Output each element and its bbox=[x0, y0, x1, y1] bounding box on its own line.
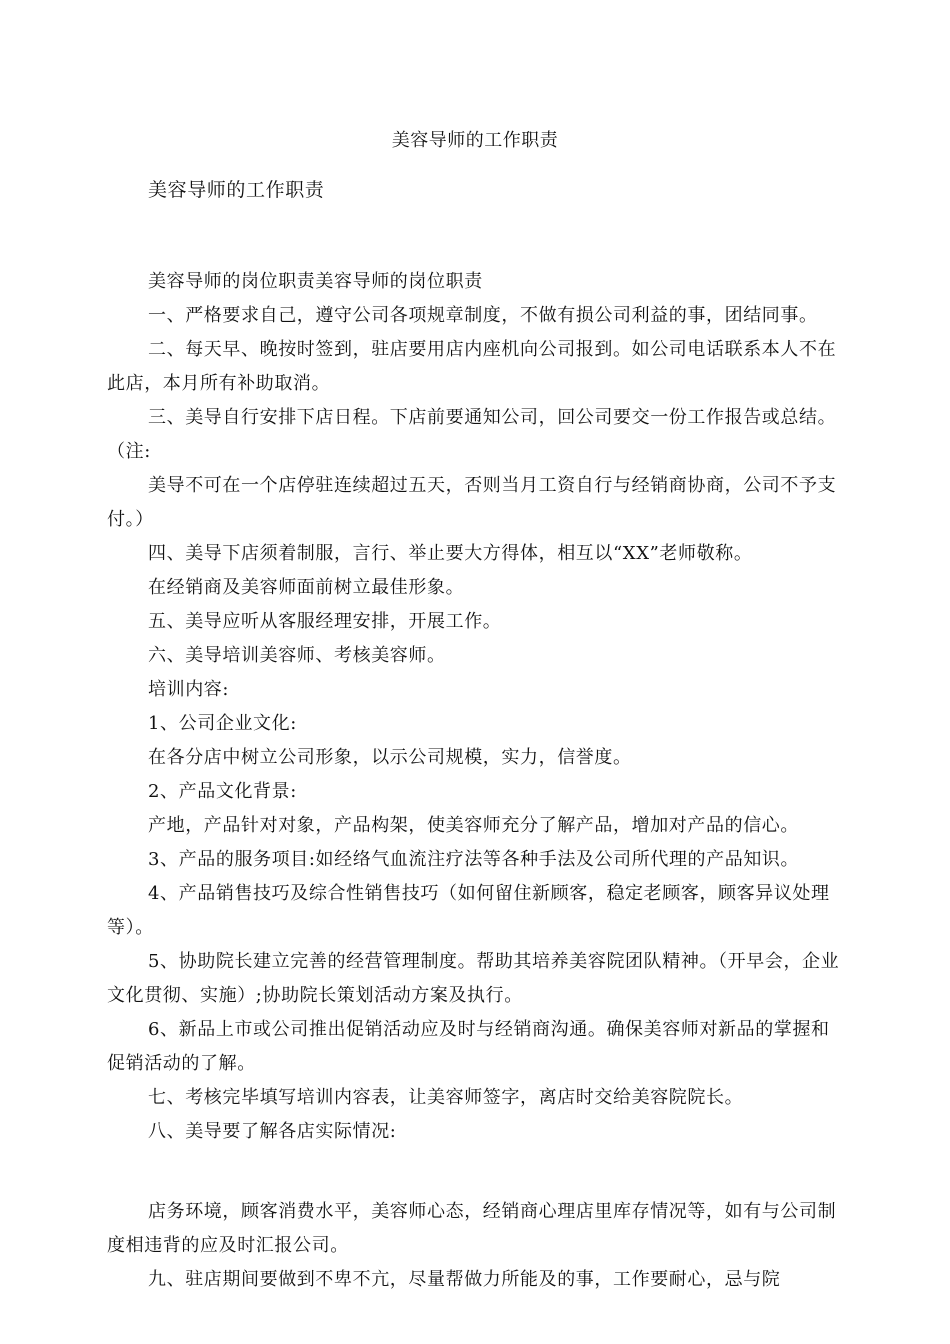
paragraph: 六、美导培训美容师、考核美容师。 bbox=[148, 645, 446, 666]
paragraph-gap bbox=[107, 1149, 847, 1195]
paragraph: 5、协助院长建立完善的经营管理制度。帮助其培养美容院团队精神。（开早会，企业文化贯彻、实施）;协助院长策划活动方案及执行。 bbox=[107, 951, 840, 1006]
paragraph: 店务环境，顾客消费水平，美容师心态，经销商心理店里库存情况等，如有与公司制度相违背的应及时汇报公司。 bbox=[107, 1201, 837, 1256]
paragraph: 七、考核完毕填写培训内容表，让美容师签字，离店时交给美容院院长。 bbox=[148, 1087, 744, 1108]
paragraph: 九、驻店期间要做到不卑不亢，尽量帮做力所能及的事，工作要耐心，忌与院 bbox=[148, 1269, 781, 1290]
paragraph: 八、美导要了解各店实际情况: bbox=[148, 1121, 397, 1142]
paragraph: 美导不可在一个店停驻连续超过五天，否则当月工资自行与经销商协商，公司不予支付。） bbox=[107, 475, 837, 530]
paragraph: 产地，产品针对对象，产品构架，使美容师充分了解产品，增加对产品的信心。 bbox=[148, 815, 799, 836]
paragraph: 在经销商及美容师面前树立最佳形象。 bbox=[148, 577, 465, 598]
paragraph: 2、产品文化背景: bbox=[148, 781, 297, 802]
paragraph: 三、美导自行安排下店日程。下店前要通知公司，回公司要交一份工作报告或总结。（注: bbox=[107, 407, 837, 462]
paragraph: 在各分店中树立公司形象，以示公司规模，实力，信誉度。 bbox=[148, 747, 632, 768]
paragraph: 二、每天早、晚按时签到，驻店要用店内座机向公司报到。如公司电话联系本人不在此店，本月所有补助取消。 bbox=[107, 339, 837, 394]
paragraph: 6、新品上市或公司推出促销活动应及时与经销商沟通。确保美容师对新品的掌握和促销活动的了解。 bbox=[107, 1019, 830, 1074]
paragraph: 3、产品的服务项目:如经络气血流注疗法等各种手法及公司所代理的产品知识。 bbox=[148, 849, 800, 870]
document-body bbox=[107, 265, 847, 1297]
paragraph: 一、严格要求自己，遵守公司各项规章制度，不做有损公司利益的事，团结同事。 bbox=[148, 305, 818, 326]
paragraph: 美容导师的岗位职责美容导师的岗位职责 bbox=[148, 271, 483, 292]
paragraph: 四、美导下店须着制服，言行、举止要大方得体，相互以“XX”老师敬称。 bbox=[148, 543, 753, 564]
document-title: 美容导师的工作职责 bbox=[391, 130, 559, 151]
paragraph: 4、产品销售技巧及综合性销售技巧（如何留住新顾客，稳定老顾客，顾客异议处理等）。 bbox=[107, 883, 830, 938]
paragraph: 培训内容: bbox=[148, 679, 230, 700]
document-subtitle: 美容导师的工作职责 bbox=[148, 179, 325, 201]
paragraph: 五、美导应听从客服经理安排，开展工作。 bbox=[148, 611, 502, 632]
paragraph: 1、公司企业文化: bbox=[148, 713, 297, 734]
